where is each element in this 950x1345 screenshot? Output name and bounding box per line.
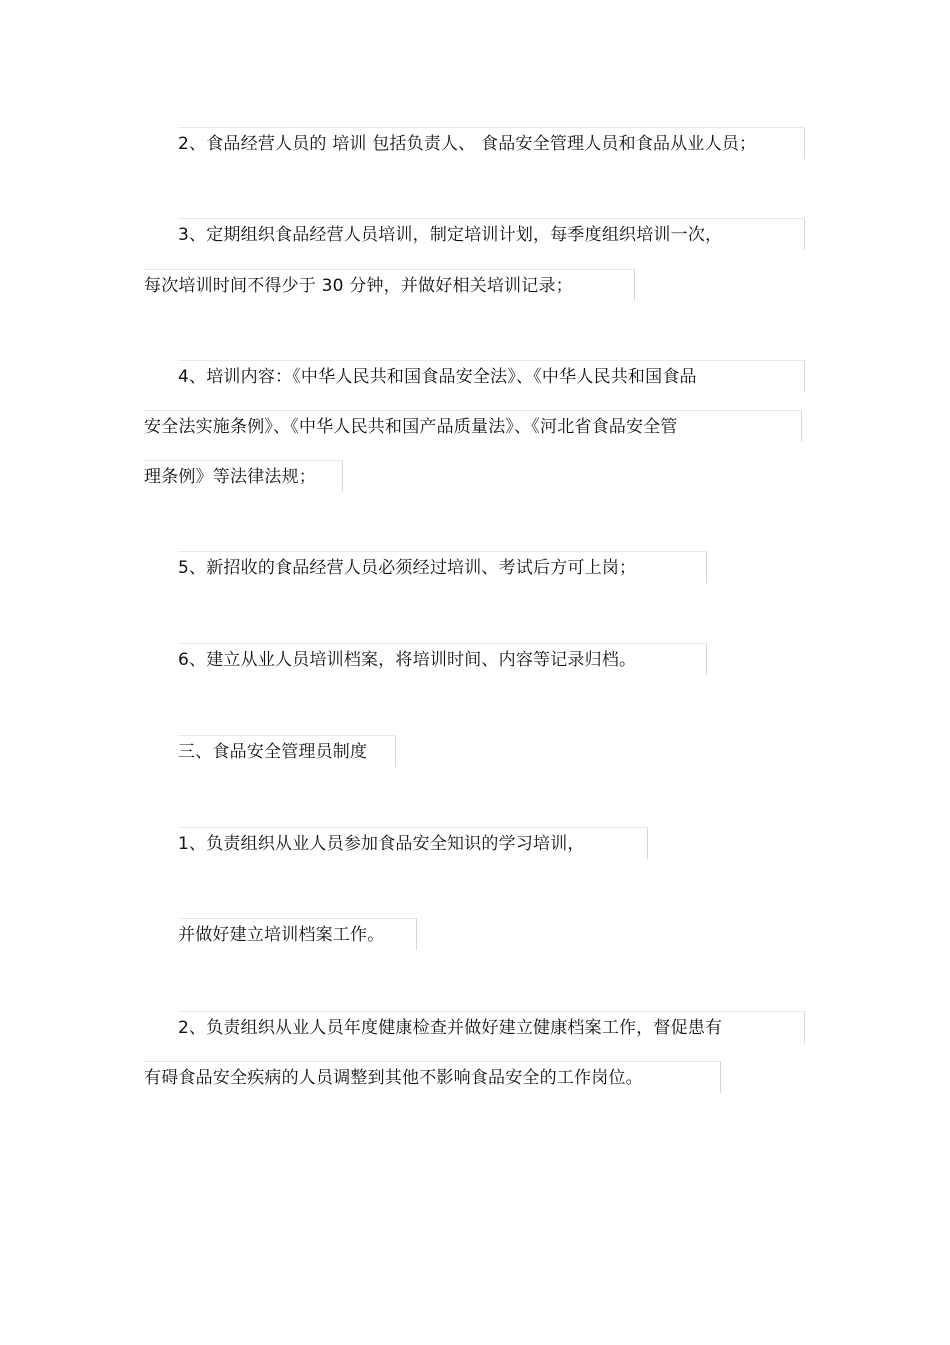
line-text: 安全法实施条例》、《中华人民共和国产品质量法》、《河北省食品安全管 xyxy=(144,417,678,437)
line-text: 并做好建立培训档案工作。 xyxy=(178,925,385,945)
text-line-manager-duty-2-cont xyxy=(144,1061,721,1093)
text-line-training-content xyxy=(178,360,805,392)
text-line-training-content-cont2 xyxy=(144,460,343,492)
line-text: 三、食品安全管理员制度 xyxy=(178,742,368,762)
line-text: 有碍食品安全疾病的人员调整到其他不影响食品安全的工作岗位。 xyxy=(144,1068,643,1088)
line-text: 2、食品经营人员的 培训 包括负责人、 食品安全管理人员和食品从业人员； xyxy=(178,134,757,154)
section-heading-safety-manager xyxy=(178,735,396,767)
text-line-training-duration xyxy=(144,269,635,301)
line-text: 理条例》等法律法规； xyxy=(144,467,316,487)
line-text: 3、定期组织食品经营人员培训，制定培训计划，每季度组织培训一次， xyxy=(178,225,723,245)
line-text: 每次培训时间不得少于 30 分钟，并做好相关培训记录； xyxy=(144,276,573,296)
line-text: 2、负责组织从业人员年度健康检查并做好建立健康档案工作，督促患有 xyxy=(178,1018,723,1038)
text-line-manager-duty-1-cont xyxy=(178,918,417,950)
text-line-manager-duty-2 xyxy=(178,1011,805,1043)
line-text: 4、培训内容：《中华人民共和国食品安全法》、《中华人民共和国食品 xyxy=(178,367,697,387)
text-line-new-hires xyxy=(178,551,707,583)
text-line-manager-duty-1 xyxy=(178,827,648,859)
text-line-training-records xyxy=(178,643,707,675)
text-line-training-scope xyxy=(178,127,805,159)
line-text: 1、负责组织从业人员参加食品安全知识的学习培训， xyxy=(178,834,585,854)
line-text: 6、建立从业人员培训档案，将培训时间、内容等记录归档。 xyxy=(178,650,637,670)
text-line-regular-training xyxy=(178,218,805,250)
text-line-training-content-cont1 xyxy=(144,410,802,442)
line-text: 5、新招收的食品经营人员必须经过培训、考试后方可上岗； xyxy=(178,558,637,578)
